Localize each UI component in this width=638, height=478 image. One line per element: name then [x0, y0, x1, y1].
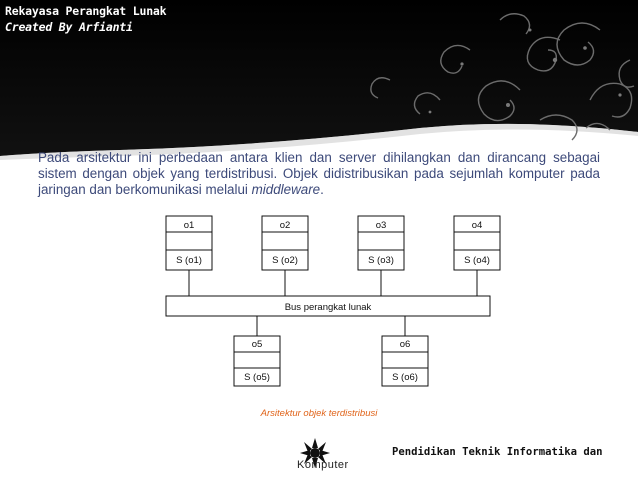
- object-label: o5: [251, 339, 263, 350]
- logo-text: Komputer: [297, 459, 349, 471]
- object-node-o2: [262, 216, 308, 296]
- header-title: Rekayasa Perangkat Lunak: [5, 4, 167, 18]
- middleware-emphasis: middleware: [251, 182, 321, 197]
- paragraph-text: Pada arsitektur ini perbedaan antara klien dan server dihilangkan dan dirancang sebagai sistem dengan objek yang terdistribusi. Objek didistribusikan pada sejumlah komputer pada jaringan dan berkomunikasi melalui: [38, 150, 600, 197]
- footer-department: Pendidikan Teknik Informatika dan: [392, 446, 603, 458]
- object-label: o2: [279, 220, 291, 231]
- server-label: S (o4): [464, 255, 490, 266]
- bus-label: Bus perangkat lunak: [284, 302, 372, 313]
- object-node-o3: [358, 216, 404, 296]
- server-label: S (o1): [176, 255, 202, 266]
- object-label: o4: [471, 220, 483, 231]
- paragraph-end: .: [320, 182, 324, 197]
- diagram-caption: Arsitektur objek terdistribusi: [260, 408, 378, 419]
- header-subtitle: Created By Arfianti: [5, 20, 133, 34]
- server-label: S (o5): [244, 372, 270, 383]
- object-node-o5: [234, 316, 280, 386]
- object-label: o3: [375, 220, 387, 231]
- object-node-o6: [382, 316, 428, 386]
- object-label: o1: [183, 220, 195, 231]
- distributed-object-diagram: [0, 210, 638, 400]
- server-label: S (o3): [368, 255, 394, 266]
- object-node-o1: [166, 216, 212, 296]
- object-label: o6: [399, 339, 411, 350]
- server-label: S (o6): [392, 372, 418, 383]
- description-paragraph: [38, 150, 600, 198]
- server-label: S (o2): [272, 255, 298, 266]
- header-banner: [0, 0, 638, 160]
- object-node-o4: [454, 216, 500, 296]
